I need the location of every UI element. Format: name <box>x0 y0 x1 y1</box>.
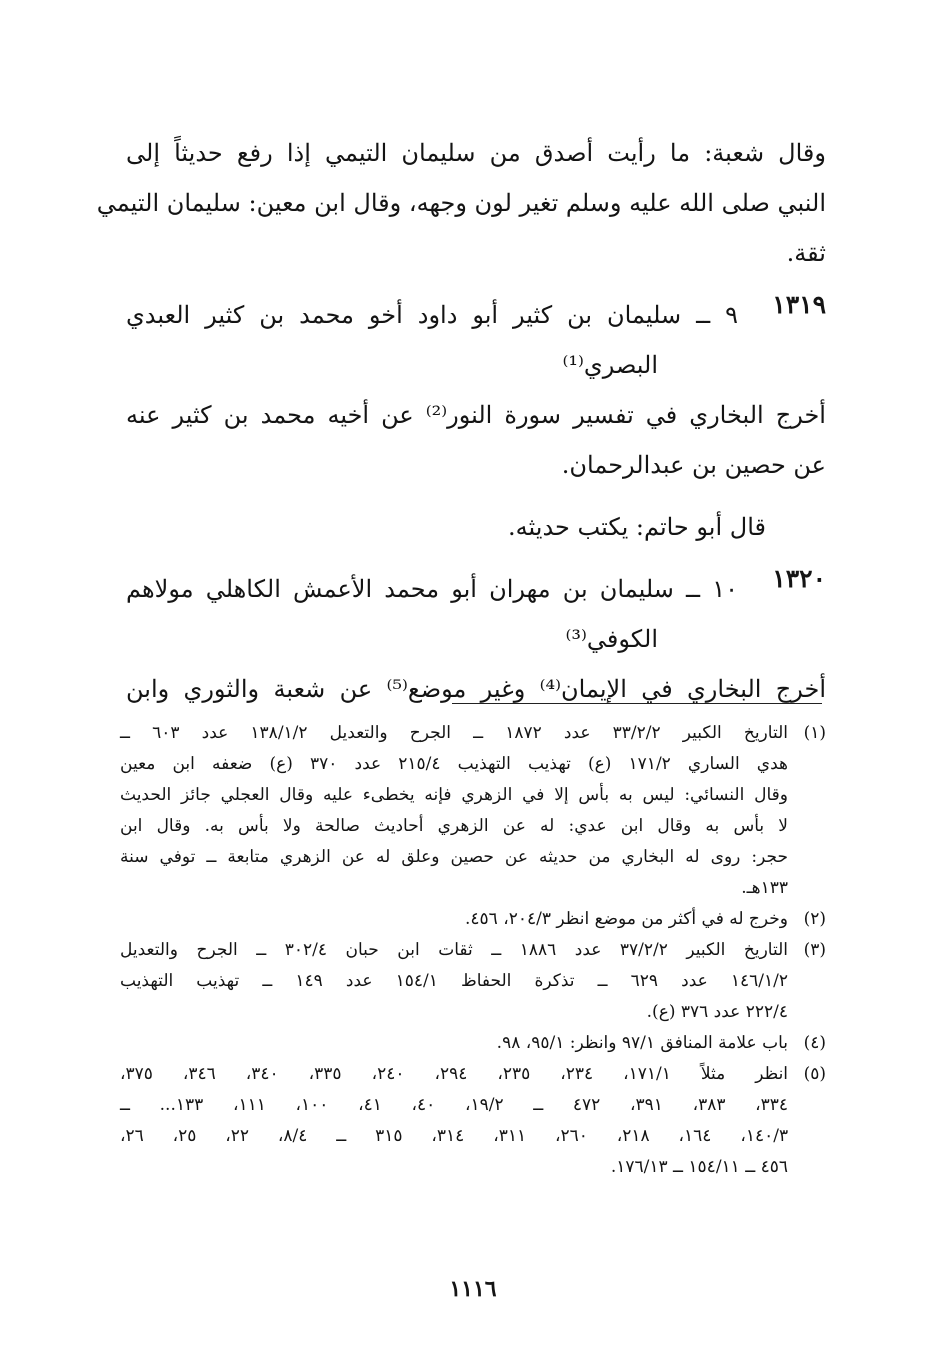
footnote-marker: (١) <box>803 723 826 743</box>
entry-heading: البصري⁽¹⁾ <box>562 351 658 379</box>
paragraph-line: ثقة. <box>786 239 826 267</box>
footnote-marker: (٤) <box>803 1033 826 1053</box>
footnote-line: ١٣٣هـ. <box>741 878 788 898</box>
page-number: ١١١٦ <box>449 1276 497 1302</box>
entry-heading: ٩ ــ سليمان بن كثير أبو داود أخو محمد بن كثير العبدي <box>126 301 739 329</box>
paragraph-line: عن حصين بن عبدالرحمان. <box>561 451 826 479</box>
entry-1320 <box>126 564 826 714</box>
footnote-5 <box>120 1059 826 1183</box>
paragraph-line: أخرج البخاري في تفسير سورة النور⁽²⁾ عن أخيه محمد بن كثير عنه <box>126 401 826 429</box>
footnote-divider <box>452 703 822 704</box>
footnote-line: ٤٥٦ ــ ١٥٤/١١ ــ ١٧٦/١٣. <box>610 1157 788 1177</box>
footnote-line: وخرج له في أكثر من موضع انظر ٢٠٤/٣، ٤٥٦. <box>465 909 788 929</box>
entry-number: ١٣٢٠ <box>772 564 826 593</box>
footnote-marker: (٢) <box>803 909 826 929</box>
footnote-4 <box>120 1028 826 1059</box>
paragraph-line: وقال شعبة: ما رأيت أصدق من سليمان التيمي إذا رفع حديثاً إلى <box>126 139 826 167</box>
footnote-line: باب علامة المنافق ٩٧/١ وانظر: ٩٥/١، ٩٨. <box>496 1033 788 1053</box>
footnotes <box>120 718 826 1183</box>
main-text <box>96 128 826 714</box>
footnote-3 <box>120 935 826 1028</box>
footnote-line: ١٤٦/١/٢ عدد ٦٢٩ ــ تذكرة الحفاظ ١٥٤/١ عدد ١٤٩ ــ تهذيب التهذيب <box>120 971 788 991</box>
paragraph-line: أخرج البخاري في الإيمان⁽⁴⁾ وغير موضع⁽⁵⁾ عن شعبة والثوري وابن <box>126 675 826 703</box>
paragraph-line: النبي صلى الله عليه وسلم تغير لون وجهه، وقال ابن معين: سليمان التيمي <box>96 189 826 217</box>
footnote-line: حجر: روى له البخاري من حديثه عن حصين وعلق له عن الزهري متابعة ــ توفي سنة <box>120 847 788 867</box>
footnote-line: ٣٣٤، ٣٨٣، ٣٩١، ٤٧٢ ــ ١٩/٢، ٤٠، ٤١، ١٠٠، ١١١، ١٣٣... ــ <box>120 1095 789 1115</box>
footnote-1 <box>120 718 826 904</box>
footnote-line: التاريخ الكبير ٣٣/٢/٢ عدد ١٨٧٢ ــ الجرح والتعديل ١٣٨/١/٢ عدد ٦٠٣ ــ <box>120 723 788 743</box>
footnote-line: ٢٢٢/٤ عدد ٣٧٦ (ع). <box>646 1002 788 1022</box>
entry-heading: ١٠ ــ سليمان بن مهران أبو محمد الأعمش الكاهلي مولاهم <box>126 575 738 603</box>
footnote-line: لا بأس به وقال ابن عدي: له عن الزهري أحاديث صالحة ولا بأس به. وقال ابن <box>120 816 788 836</box>
entry-1319 <box>126 290 826 552</box>
footnote-line: هدي الساري ١٧١/٢ (ع) تهذيب التهذيب ٢١٥/٤ عدد ٣٧٠ (ع) ضعفه ابن معين <box>120 754 788 774</box>
entry-heading: الكوفي⁽³⁾ <box>565 625 658 653</box>
footnote-marker: (٥) <box>803 1064 826 1084</box>
footnote-marker: (٣) <box>803 940 826 960</box>
entry-number: ١٣١٩ <box>772 290 826 319</box>
quote-line: قال أبو حاتم: يكتب حديثه. <box>508 513 766 541</box>
footnote-line: التاريخ الكبير ٣٧/٢/٢ عدد ١٨٨٦ ــ ثقات ابن حبان ٣٠٢/٤ ــ الجرح والتعديل <box>120 940 788 960</box>
footnote-line: ١٤٠/٣، ١٦٤، ٢١٨، ٢٦٠، ٣١١، ٣١٤، ٣١٥ ــ ٨/٤، ٢٢، ٢٥، ٢٦، <box>120 1126 789 1146</box>
footnote-line: انظر مثلاً ١٧١/١، ٢٣٤، ٢٣٥، ٢٩٤، ٢٤٠، ٣٣٥، ٣٤٠، ٣٤٦، ٣٧٥، <box>120 1064 789 1084</box>
footnote-2 <box>120 904 826 935</box>
footnote-line: وقال النسائي: ليس به بأس إلا في الزهري فإنه يخطىء عليه وقال العجلي جائز الحديث <box>120 785 788 805</box>
